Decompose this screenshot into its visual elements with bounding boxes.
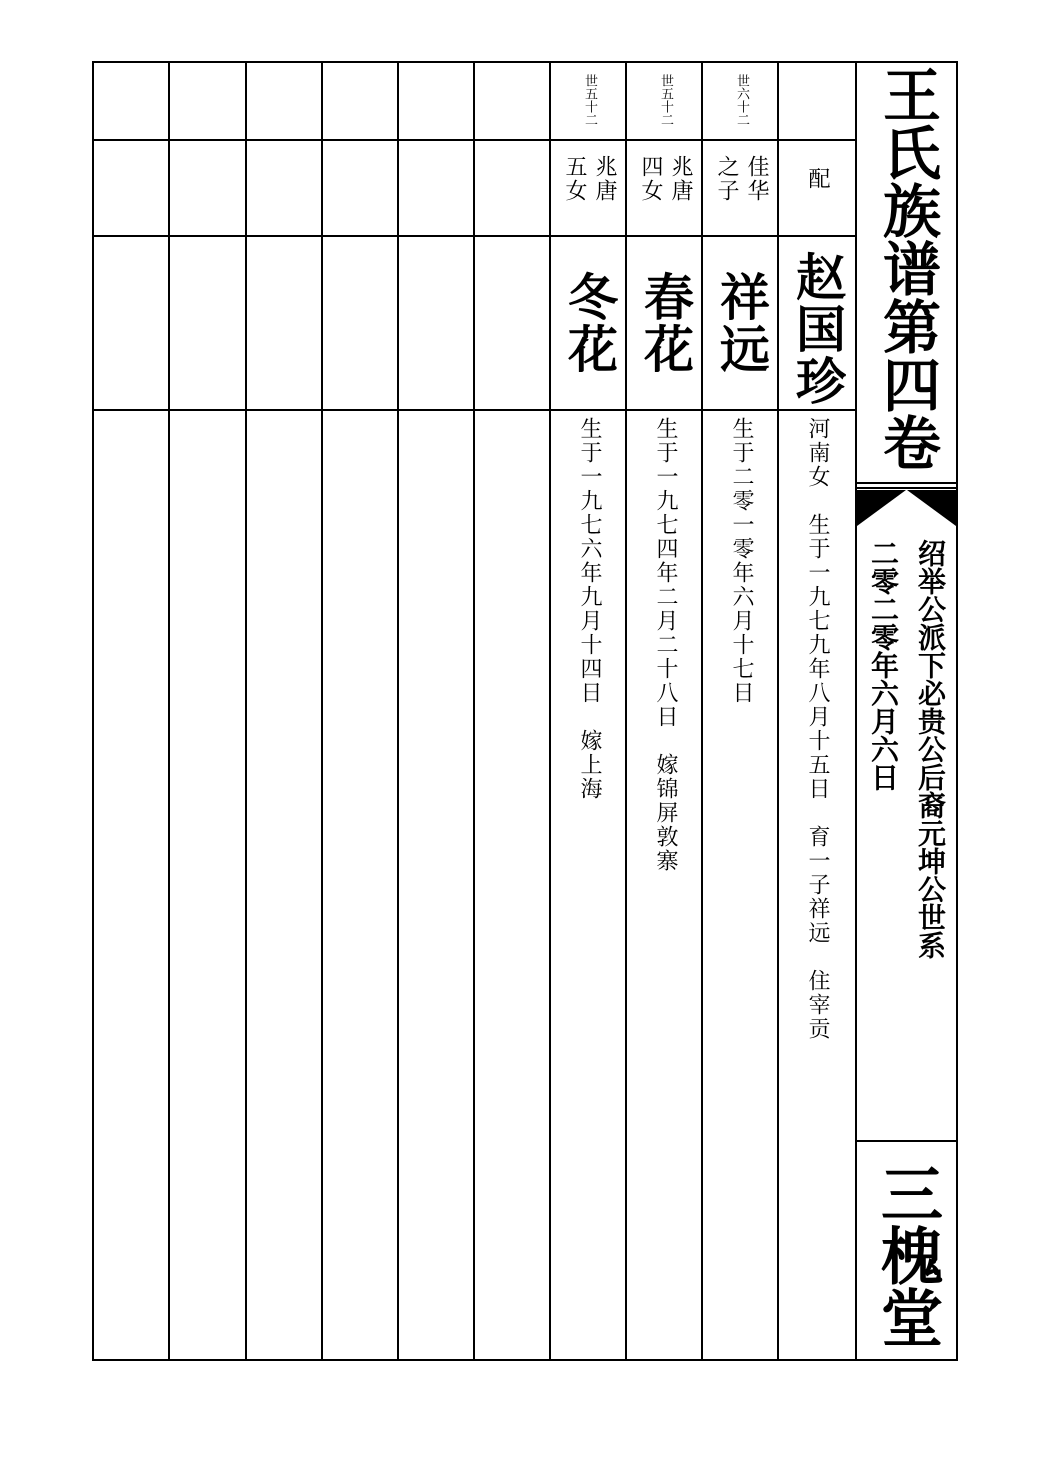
generation-cell (779, 61, 855, 139)
generation-cell (627, 61, 703, 139)
hall-name-text: 三槐堂 (870, 1162, 944, 1348)
date-text: 二零二零年六月六日 (867, 539, 900, 791)
column-rule (473, 61, 475, 1361)
relation-label: 佳华 之子 (714, 155, 769, 203)
lineage-subtitle (907, 539, 953, 1139)
publication-date (861, 539, 905, 939)
generation-cell (551, 61, 627, 139)
hall-name (857, 1151, 956, 1359)
relation-cell (779, 141, 855, 235)
title-rule-top (857, 482, 956, 484)
person-bio: 河南女 生于一九七九年八月十五日 育一子祥远 住宰贡 (805, 417, 830, 1041)
relation-label: 配 (805, 167, 830, 191)
generation-label: 世五十二 (582, 74, 597, 126)
relation-cell (627, 141, 703, 235)
row-rule-name (92, 409, 855, 411)
bio-cell (779, 413, 855, 1353)
generation-cell (703, 61, 779, 139)
person-name: 春花 (636, 271, 694, 375)
bio-cell (551, 413, 627, 1353)
title-strip (855, 61, 958, 1361)
column-rule (321, 61, 323, 1361)
name-cell (551, 237, 627, 409)
chevron-notch-icon (857, 486, 956, 541)
column-rule (397, 61, 399, 1361)
column-rule (245, 61, 247, 1361)
person-bio: 生于一九七四年二月二十八日 嫁锦屏敦寨 (653, 417, 678, 873)
bio-cell (627, 413, 703, 1353)
person-bio: 生于二零一零年六月十七日 (729, 417, 754, 705)
lineage-text: 绍举公派下必贵公后裔元坤公世系 (914, 539, 947, 959)
name-cell (627, 237, 703, 409)
person-name: 祥远 (712, 271, 770, 375)
hall-rule (857, 1140, 956, 1142)
column-rule (168, 61, 170, 1361)
relation-label: 兆唐 五女 (562, 155, 617, 203)
person-name: 赵国珍 (788, 251, 846, 407)
relation-cell (703, 141, 779, 235)
person-bio: 生于一九七六年九月十四日 嫁上海 (577, 417, 602, 801)
column-rule (92, 61, 94, 1361)
genealogy-grid (92, 61, 855, 1361)
generation-label: 世五十二 (658, 74, 673, 126)
name-cell (703, 237, 779, 409)
generation-label: 世六十二 (734, 74, 749, 126)
bio-cell (703, 413, 779, 1353)
person-name: 冬花 (560, 271, 618, 375)
book-title-text: 王氏族谱第四卷 (873, 65, 941, 471)
book-title (857, 61, 956, 485)
relation-label: 兆唐 四女 (638, 155, 693, 203)
relation-cell (551, 141, 627, 235)
name-cell (779, 237, 855, 409)
